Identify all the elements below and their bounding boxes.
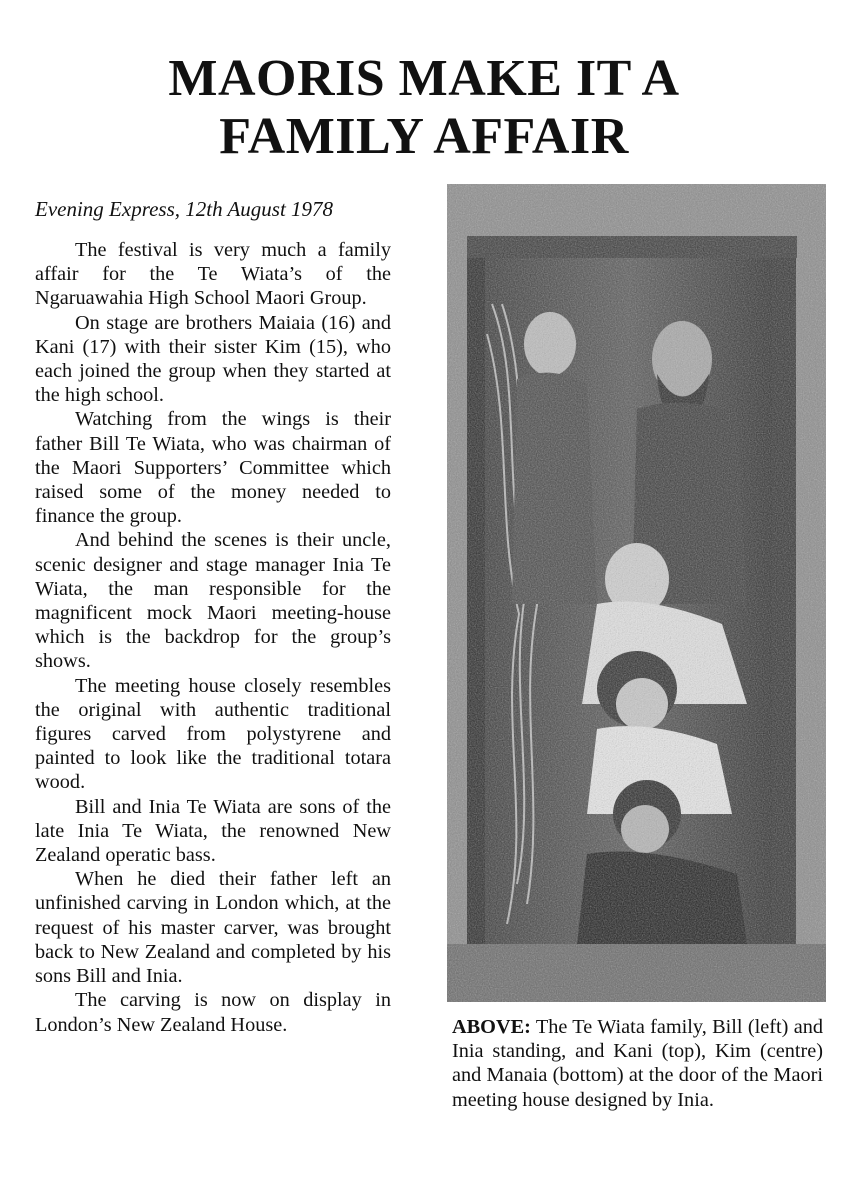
paragraph-6: Bill and Inia Te Wiata are sons of the late Inia Te Wiata, the renowned New Zealand operatic bass. xyxy=(35,795,391,867)
paragraph-2: On stage are brothers Maiaia (16) and Kani (17) with their sister Kim (15), who each joined the group when they started at the high school. xyxy=(35,311,391,407)
caption-text: The Te Wiata family, Bill (left) and Inia standing, and Kani (top), Kim (centre) and Manaia (bottom) at the door of the Maori meeting house designed by Inia. xyxy=(452,1016,823,1111)
source-dateline: Evening Express, 12th August 1978 xyxy=(35,197,334,221)
family-photo-illustration xyxy=(447,184,826,1002)
caption-lead: ABOVE: xyxy=(452,1016,531,1038)
paragraph-4: And behind the scenes is their uncle, scenic designer and stage manager Inia Te Wiata, the man responsible for the magnificent mock Maori meeting-house which is the backdrop for the group’s shows. xyxy=(35,529,391,673)
paragraph-5: The meeting house closely resembles the original with authentic traditional figures carved from polystyrene and painted to look like the traditional totara wood. xyxy=(35,674,391,794)
photo-caption xyxy=(452,1015,823,1112)
paragraph-1: The festival is very much a family affair for the Te Wiata’s of the Ngaruawahia High School Maori Group. xyxy=(35,239,391,310)
headline-line-1: MAORIS MAKE IT A xyxy=(168,50,680,107)
headline-line-2: FAMILY AFFAIR xyxy=(219,108,629,165)
headline xyxy=(0,50,848,166)
family-photo xyxy=(447,184,826,1002)
article-body xyxy=(35,196,391,1037)
paragraph-3: Watching from the wings is their father Bill Te Wiata, who was chairman of the Maori Supporters’ Committee which raised some of the money needed to finance the group. xyxy=(35,408,391,528)
paragraph-7: When he died their father left an unfinished carving in London which, at the request of his master carver, was brought back to New Zealand and completed by his sons Bill and Inia. xyxy=(35,868,391,988)
paragraph-8: The carving is now on display in London’s New Zealand House. xyxy=(35,989,391,1036)
